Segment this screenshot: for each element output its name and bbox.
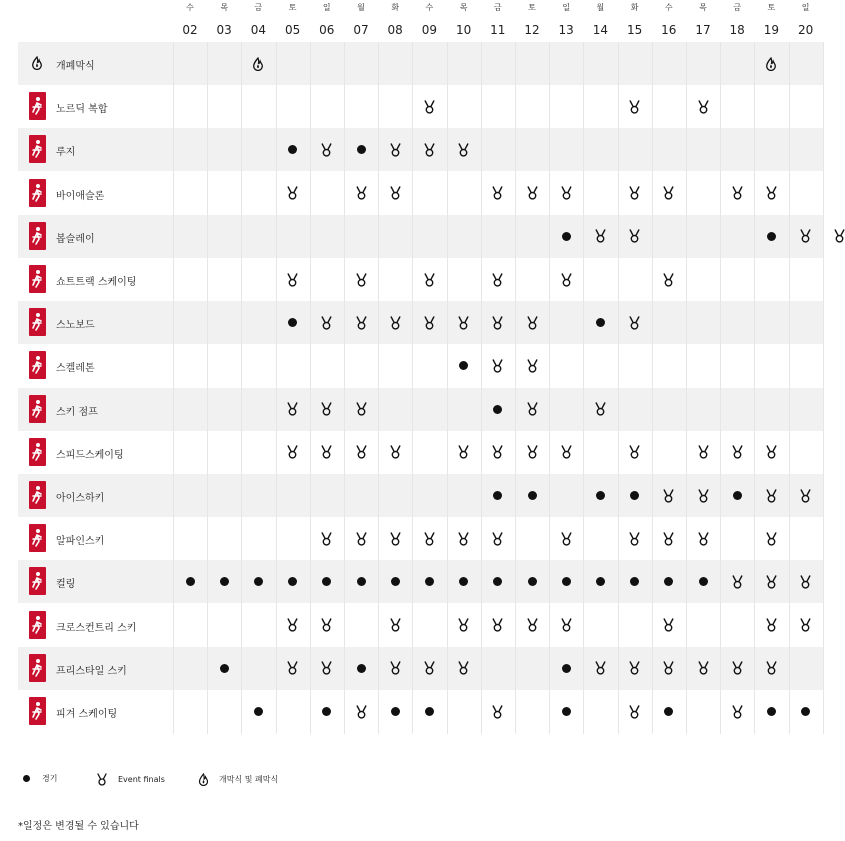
day-of-week: 금 [493, 3, 502, 12]
day-number: 08 [387, 23, 403, 37]
medal-icon [412, 128, 446, 171]
day-of-week: 일 [562, 3, 571, 12]
event-dot-icon [378, 560, 412, 603]
day-number: 14 [592, 23, 609, 37]
day-of-week: 수 [186, 3, 194, 12]
event-dot-icon [447, 344, 481, 387]
column-divider [686, 42, 687, 734]
day-of-week: 수 [664, 3, 673, 12]
medal-icon [618, 85, 652, 128]
alpine-skiing-icon [29, 524, 46, 552]
medal-icon [583, 647, 617, 690]
day-number: 18 [729, 23, 745, 37]
medal-icon [515, 604, 549, 647]
medal-icon [481, 431, 515, 474]
event-dot-icon [241, 690, 275, 733]
sport-name: 쇼트트랙 스케이팅 [56, 277, 137, 288]
medal-icon [276, 431, 310, 474]
ceremony-flame-icon [195, 773, 211, 786]
medal-icon [618, 517, 652, 560]
medal-icon [515, 172, 549, 215]
column-divider [207, 42, 208, 734]
medal-icon [310, 301, 344, 344]
medal-icon [789, 474, 823, 517]
event-dot-icon [310, 560, 344, 603]
medal-icon [276, 388, 310, 431]
nordic-combined-icon [29, 92, 46, 120]
medal-icon [310, 128, 344, 171]
sport-name: 아이스하키 [56, 493, 105, 504]
medal-icon [823, 215, 845, 258]
medal-icon [481, 172, 515, 215]
day-number: 20 [797, 23, 814, 37]
medal-icon [310, 388, 344, 431]
medal-icon [754, 431, 788, 474]
day-of-week: 토 [767, 3, 776, 12]
day-of-week: 수 [425, 3, 434, 12]
sport-name: 개폐막식 [56, 61, 95, 72]
day-of-week: 일 [322, 3, 331, 12]
medal-icon [618, 690, 652, 733]
day-number: 07 [353, 23, 369, 37]
medal-icon [686, 85, 720, 128]
medal-icon [789, 604, 823, 647]
event-dot-icon [618, 560, 652, 603]
medal-icon [549, 431, 583, 474]
medal-icon [94, 773, 110, 786]
medal-icon [310, 604, 344, 647]
day-number: 06 [319, 23, 335, 37]
figure-skating-icon [29, 697, 46, 725]
event-dot-icon [412, 560, 446, 603]
event-dot-icon [173, 560, 207, 603]
medal-icon [447, 517, 481, 560]
medal-icon [652, 517, 686, 560]
event-dot-icon [583, 301, 617, 344]
medal-icon [720, 172, 754, 215]
medal-icon [344, 690, 378, 733]
medal-icon [276, 604, 310, 647]
bobsleigh-icon [29, 222, 46, 250]
day-number: 16 [661, 23, 677, 37]
event-dot-icon [276, 560, 310, 603]
schedule-row [18, 344, 824, 387]
day-number: 05 [284, 23, 301, 37]
medal-icon [652, 172, 686, 215]
cross-country-icon [29, 611, 46, 639]
event-dot-icon [18, 775, 34, 782]
event-dot-icon [652, 560, 686, 603]
legend-ceremony [195, 773, 278, 786]
day-of-week: 일 [801, 3, 810, 12]
event-dot-icon [207, 560, 241, 603]
medal-icon [789, 560, 823, 603]
medal-icon [618, 215, 652, 258]
medal-icon [378, 301, 412, 344]
legend-ceremony-label: 개막식 및 폐막식 [219, 775, 279, 784]
event-dot-icon [481, 560, 515, 603]
medal-icon [686, 647, 720, 690]
day-number: 04 [250, 23, 267, 37]
medal-icon [481, 258, 515, 301]
medal-icon [515, 388, 549, 431]
schedule-row [18, 172, 824, 215]
sport-name: 봅슬레이 [56, 233, 95, 245]
day-number: 11 [490, 23, 506, 37]
medal-icon [310, 517, 344, 560]
event-dot-icon [481, 474, 515, 517]
biathlon-icon [29, 179, 46, 207]
sport-name: 알파인스키 [56, 536, 105, 548]
skeleton-icon [29, 351, 46, 379]
day-of-week: 금 [254, 3, 263, 12]
medal-icon [754, 172, 788, 215]
event-dot-icon [344, 647, 378, 690]
medal-icon [378, 431, 412, 474]
medal-icon [549, 604, 583, 647]
medal-icon [720, 431, 754, 474]
medal-icon [344, 172, 378, 215]
schedule-row [18, 215, 824, 258]
medal-icon [344, 388, 378, 431]
medal-icon [378, 604, 412, 647]
event-dot-icon [618, 474, 652, 517]
day-number: 12 [524, 23, 540, 37]
event-dot-icon [276, 301, 310, 344]
medal-icon [447, 604, 481, 647]
medal-icon [789, 215, 823, 258]
sport-name: 루지 [56, 147, 76, 159]
medal-icon [618, 301, 652, 344]
day-of-week: 목 [459, 3, 468, 12]
sport-name: 크로스컨트리 스키 [56, 622, 137, 634]
schedule-note: *일정은 변경될 수 있습니다 [18, 821, 139, 832]
day-number: 10 [455, 23, 472, 37]
medal-icon [481, 344, 515, 387]
ice-hockey-icon [29, 481, 46, 509]
sport-name: 프리스타일 스키 [56, 665, 127, 677]
day-of-week: 월 [596, 3, 605, 12]
day-of-week: 금 [733, 3, 742, 12]
medal-icon [720, 647, 754, 690]
speed-skating-icon [29, 438, 46, 466]
event-dot-icon [549, 647, 583, 690]
medal-icon [583, 215, 617, 258]
snowboard-icon [29, 308, 46, 336]
medal-icon [378, 647, 412, 690]
event-dot-icon [276, 128, 310, 171]
medal-icon [344, 301, 378, 344]
medal-icon [310, 647, 344, 690]
event-dot-icon [241, 560, 275, 603]
medal-icon [754, 604, 788, 647]
event-dot-icon [378, 690, 412, 733]
medal-icon [652, 604, 686, 647]
event-dot-icon [720, 474, 754, 517]
sport-name: 스피드스케이팅 [56, 449, 124, 461]
day-number: 17 [695, 23, 711, 37]
column-divider [241, 42, 242, 734]
medal-icon [481, 301, 515, 344]
medal-icon [686, 431, 720, 474]
sport-name: 노르딕 복합 [56, 104, 108, 116]
day-of-week: 토 [288, 3, 297, 12]
event-dot-icon [481, 388, 515, 431]
day-number: 15 [626, 23, 643, 37]
medal-icon [754, 560, 788, 603]
medal-icon [276, 172, 310, 215]
medal-icon [378, 172, 412, 215]
event-dot-icon [344, 560, 378, 603]
medal-icon [481, 690, 515, 733]
medal-icon [481, 517, 515, 560]
event-dot-icon [515, 560, 549, 603]
event-dot-icon [310, 690, 344, 733]
medal-icon [618, 431, 652, 474]
medal-icon [549, 172, 583, 215]
legend-finals-label: Event finals [118, 775, 165, 784]
medal-icon [652, 258, 686, 301]
column-divider [173, 42, 174, 734]
ski-jumping-icon [29, 395, 46, 423]
column-divider [618, 42, 619, 734]
event-dot-icon [583, 560, 617, 603]
medal-icon [344, 431, 378, 474]
sport-name: 피겨 스케이팅 [56, 709, 118, 720]
event-dot-icon [447, 560, 481, 603]
medal-icon [344, 258, 378, 301]
medal-icon [583, 388, 617, 431]
ceremony-flame-icon [754, 42, 788, 85]
event-dot-icon [686, 560, 720, 603]
day-number: 13 [558, 23, 574, 37]
medal-icon [412, 301, 446, 344]
schedule-row [18, 42, 824, 85]
day-number: 09 [421, 23, 438, 37]
day-number: 03 [216, 23, 232, 37]
day-of-week: 토 [528, 3, 536, 12]
freestyle-icon [29, 654, 46, 682]
event-dot-icon [207, 647, 241, 690]
medal-icon [515, 301, 549, 344]
sport-name: 스노보드 [56, 320, 95, 332]
event-dot-icon [549, 690, 583, 733]
schedule-row [18, 604, 824, 647]
legend-event [18, 773, 57, 784]
event-dot-icon [549, 560, 583, 603]
medal-icon [412, 85, 446, 128]
schedule-row [18, 388, 824, 431]
event-dot-icon [789, 690, 823, 733]
medal-icon [652, 474, 686, 517]
medal-icon [276, 258, 310, 301]
medal-icon [447, 647, 481, 690]
day-of-week: 화 [630, 3, 639, 12]
short-track-icon [29, 265, 46, 293]
sport-name: 바이애슬론 [56, 190, 105, 202]
column-divider [823, 42, 824, 734]
medal-icon [447, 431, 481, 474]
medal-icon [412, 258, 446, 301]
medal-icon [378, 517, 412, 560]
luge-icon [29, 135, 46, 163]
medal-icon [447, 128, 481, 171]
ceremony-flame-icon [241, 42, 275, 85]
ceremony-flame-icon [31, 56, 43, 70]
medal-icon [481, 604, 515, 647]
legend-finals [94, 773, 165, 786]
sport-name: 스키 점프 [56, 406, 98, 418]
event-dot-icon [549, 215, 583, 258]
medal-icon [686, 474, 720, 517]
medal-icon [652, 647, 686, 690]
medal-icon [344, 517, 378, 560]
sport-name: 컬링 [56, 579, 76, 591]
medal-icon [618, 172, 652, 215]
event-dot-icon [583, 474, 617, 517]
column-divider [720, 42, 721, 734]
legend-event-label: 경기 [42, 774, 58, 783]
medal-icon [754, 517, 788, 560]
medal-icon [447, 301, 481, 344]
day-of-week: 목 [220, 3, 229, 12]
medal-icon [515, 431, 549, 474]
event-dot-icon [754, 215, 788, 258]
medal-icon [720, 560, 754, 603]
event-dot-icon [652, 690, 686, 733]
day-of-week: 화 [391, 3, 400, 12]
medal-icon [686, 517, 720, 560]
medal-icon [618, 647, 652, 690]
medal-icon [720, 690, 754, 733]
event-dot-icon [412, 690, 446, 733]
event-dot-icon [515, 474, 549, 517]
medal-icon [515, 344, 549, 387]
medal-icon [754, 474, 788, 517]
medal-icon [378, 128, 412, 171]
day-number: 19 [763, 23, 780, 37]
day-number: 02 [182, 23, 198, 37]
sport-name: 스켈레톤 [56, 363, 95, 375]
medal-icon [754, 647, 788, 690]
day-of-week: 목 [699, 3, 707, 12]
medal-icon [310, 431, 344, 474]
medal-icon [412, 517, 446, 560]
medal-icon [412, 647, 446, 690]
medal-icon [276, 647, 310, 690]
medal-icon [549, 258, 583, 301]
curling-icon [29, 567, 46, 595]
day-of-week: 월 [357, 3, 365, 12]
event-dot-icon [344, 128, 378, 171]
medal-icon [549, 517, 583, 560]
event-dot-icon [754, 690, 788, 733]
